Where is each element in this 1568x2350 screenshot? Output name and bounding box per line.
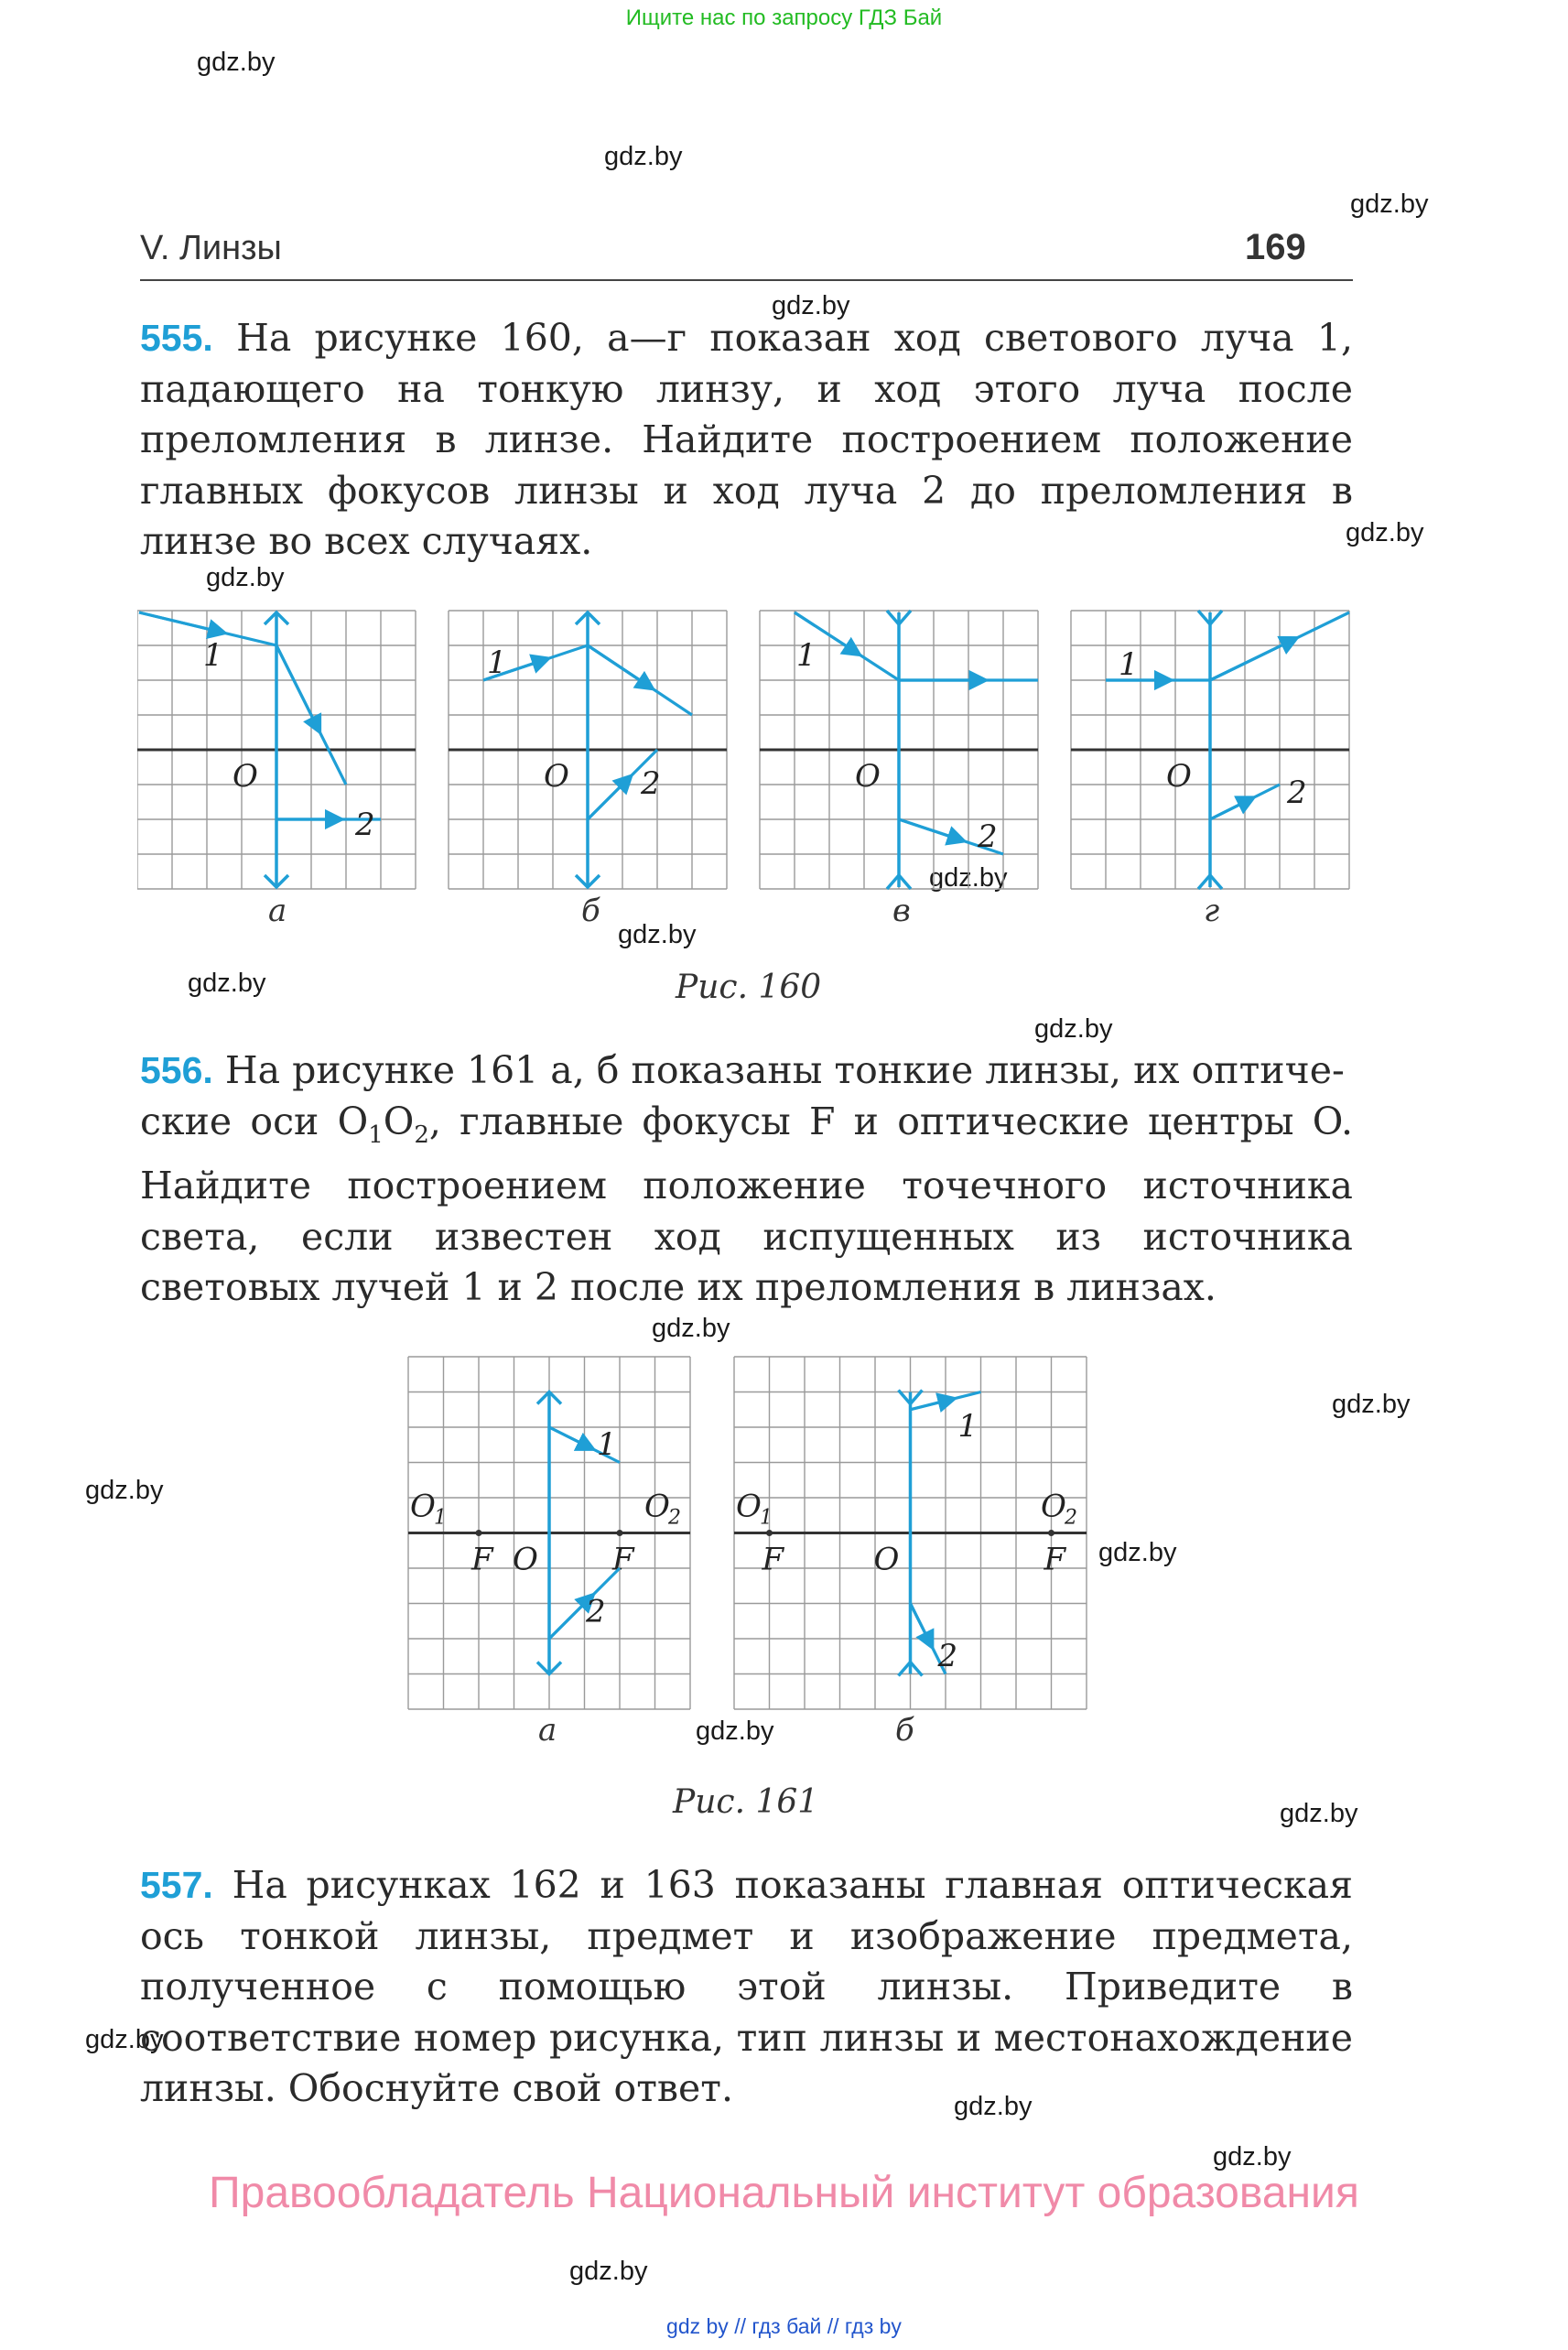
task-text-rest: Найдите построением положение точечного источника света, если известен ход испущенных из источника световых лучей 1 и 2 после их преломления в линзах.: [140, 1164, 1353, 1310]
watermark: gdz.by: [197, 48, 276, 77]
panel-160: [449, 611, 727, 889]
ray-1-label: 1: [597, 1426, 617, 1463]
watermark: gdz.by: [1332, 1390, 1411, 1419]
copyright-owner: Правообладатель Национальный институт образования: [209, 2169, 1359, 2217]
ray-1-arrow: [588, 645, 653, 688]
task-text: На рисунке 160, а—г показан ход светового луча 1, падающего на тонкую линзу, и ход этого луча после преломления в линзе. Найдите построением положение главных фокусов линзы и ход луча 2 до преломления в линзе во всех случаях.: [140, 316, 1353, 563]
ray-1-arrow: [276, 645, 319, 731]
figure-161-caption: Рис. 161: [673, 1783, 819, 1821]
ray-1-label: 1: [796, 637, 816, 674]
ray-2-arrow: [899, 819, 964, 841]
panel-label-a: а: [538, 1712, 557, 1749]
ray-1-arrow: [911, 1399, 955, 1410]
panel-label-a: а: [268, 893, 287, 929]
task-556: [140, 1045, 1353, 1314]
panel-160: [137, 611, 416, 889]
ray-1-label: 1: [203, 637, 223, 674]
watermark: gdz.by: [772, 291, 850, 320]
watermark: gdz.by: [85, 1476, 164, 1505]
task-text-line2-b: O: [383, 1099, 415, 1143]
watermark: gdz.by: [604, 142, 683, 171]
page-number: 169: [1245, 227, 1306, 267]
watermark: gdz.by: [1350, 190, 1429, 219]
ray-1-label: 1: [1119, 646, 1139, 683]
watermark: gdz.by: [1098, 1538, 1177, 1567]
ray-2-arrow: [1210, 797, 1253, 819]
watermark: gdz.by: [696, 1716, 774, 1746]
center-label: O: [855, 758, 881, 795]
panel-label-b: б: [895, 1712, 914, 1749]
watermark: gdz.by: [1034, 1014, 1113, 1044]
ray-1-arrow: [549, 1427, 593, 1449]
top-banner[interactable]: Ищите нас по запросу ГДЗ Бай: [625, 5, 943, 30]
watermark: gdz.by: [85, 2025, 164, 2054]
task-555: [140, 313, 1353, 568]
focus-point: [617, 1530, 623, 1536]
watermark: gdz.by: [954, 2092, 1033, 2121]
axis-label-left-sub: 1: [434, 1506, 447, 1530]
ray-2-label: 2: [937, 1638, 958, 1674]
center-label: O: [513, 1541, 538, 1578]
section-title: V. Линзы: [140, 229, 282, 267]
focus-point: [766, 1530, 773, 1536]
panel-label-v: в: [892, 893, 911, 929]
axis-label-right: O: [644, 1488, 670, 1525]
ray-1: [1106, 612, 1349, 680]
panel-label-g: г: [1204, 893, 1220, 929]
watermark: gdz.by: [206, 563, 285, 592]
task-text: На рисунках 162 и 163 показаны главная оптическая ось тонкой линзы, предмет и изображение предмета, полученное с помощью этой линзы. Приведите в соответствие номер рисунка, тип линзы и местонахождение линзы. Обоснуйте свой ответ.: [140, 1863, 1353, 2110]
watermark: gdz.by: [652, 1314, 730, 1343]
axis-label-left: O: [410, 1488, 436, 1525]
focus-point: [476, 1530, 482, 1536]
watermark: gdz.by: [1213, 2142, 1292, 2171]
watermark: gdz.by: [1346, 518, 1424, 547]
ray-1-label: 1: [957, 1408, 979, 1445]
figure-160-caption: Рис. 160: [676, 969, 822, 1006]
axis-label-right-sub: 2: [668, 1506, 681, 1530]
focus-point: [1048, 1530, 1054, 1536]
task-text-line1: На рисунке 161 а, б показаны тонкие линзы, их оптиче-: [224, 1048, 1345, 1092]
ray-2-arrow: [911, 1604, 933, 1648]
subscript: 2: [414, 1121, 429, 1149]
focus-label: F: [471, 1541, 493, 1578]
panel-label-b: б: [581, 893, 600, 929]
ray-1-arrow: [1210, 638, 1296, 680]
panel-161: [734, 1357, 1087, 1709]
task-557: [140, 1860, 1353, 2115]
focus-label: F: [762, 1541, 784, 1578]
task-number: 557.: [140, 1864, 213, 1906]
figure-161: [403, 1346, 1098, 1712]
subscript: 1: [368, 1121, 384, 1149]
focus-label: F: [612, 1541, 634, 1578]
figure-160: [137, 606, 1357, 936]
focus-label: F: [1044, 1541, 1066, 1578]
axis-label-left: O: [736, 1488, 762, 1525]
center-label: O: [873, 1541, 900, 1578]
panel-160: [760, 611, 1038, 889]
task-number: 555.: [140, 317, 213, 359]
ray-2-label: 2: [1287, 774, 1307, 811]
watermark: gdz.by: [569, 2257, 648, 2286]
panel-160: [1071, 611, 1349, 889]
ray-2-label: 2: [641, 765, 661, 802]
watermark: gdz.by: [188, 969, 266, 998]
axis-label-left-sub: 1: [760, 1506, 773, 1530]
ray-1-label: 1: [487, 644, 507, 681]
task-text-line2-c: , главные фокусы F и оптические центры O.: [428, 1099, 1353, 1143]
center-label: O: [232, 758, 258, 795]
task-number: 556.: [140, 1049, 213, 1091]
center-label: O: [544, 758, 569, 795]
ray-2-label: 2: [355, 807, 375, 843]
ray-1-arrow: [139, 612, 224, 633]
ray-1: [795, 612, 1038, 680]
watermark: gdz.by: [929, 863, 1008, 893]
axis-label-right-sub: 2: [1065, 1506, 1077, 1530]
panel-161: [408, 1357, 690, 1709]
watermark: gdz.by: [618, 920, 697, 949]
center-label: O: [1166, 758, 1192, 795]
ray-2-label: 2: [586, 1593, 606, 1630]
header-divider: [140, 279, 1353, 281]
axis-label-right: O: [1041, 1488, 1066, 1525]
ray-2-arrow: [588, 776, 631, 819]
ray-2-label: 2: [978, 818, 998, 855]
watermark: gdz.by: [1280, 1799, 1358, 1828]
task-text-line2-a: ские оси O: [140, 1099, 369, 1143]
bottom-links[interactable]: gdz by // гдз бай // гдз by: [666, 2314, 902, 2338]
